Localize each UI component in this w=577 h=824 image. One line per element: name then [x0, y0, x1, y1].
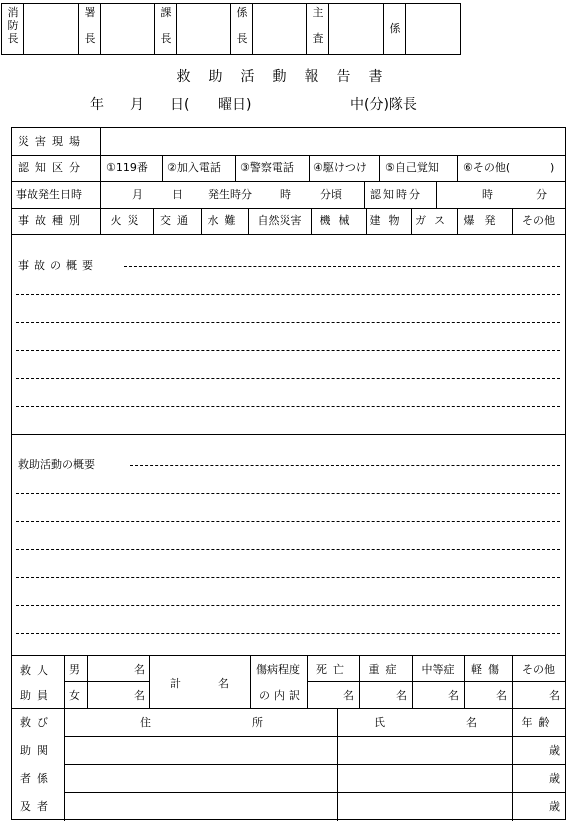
injury-severe: 重症 [368, 663, 403, 676]
date-weekday: 曜日) [218, 97, 252, 113]
types-label: 事故種別 [18, 214, 86, 227]
stamp-label-station-chief: 署 長 [84, 6, 96, 45]
type-building[interactable]: 建物 [369, 214, 408, 227]
date-month: 月 [130, 97, 144, 113]
recognition-option-other-close: ) [550, 161, 555, 174]
injury-minor-unit: 名 [496, 689, 507, 702]
total-unit: 名 [218, 677, 229, 690]
persons-label-2: 助関 [20, 744, 54, 757]
person-2-age-unit: 歳 [549, 772, 560, 785]
accident-summary-field[interactable] [12, 236, 565, 432]
stamp-box-section-chief[interactable] [177, 4, 231, 54]
injury-other-unit: 名 [549, 689, 560, 702]
occurrence-label: 事故発生日時 [16, 188, 82, 201]
recognition-option-rush[interactable]: ④駆けつけ [313, 161, 367, 174]
scene-label: 災害現場 [18, 135, 86, 148]
rescued-label-bottom: 助員 [20, 689, 54, 702]
stamp-label-cell [79, 4, 101, 54]
approval-stamp-table [1, 3, 461, 55]
persons-label-4: 及者 [20, 800, 54, 813]
recognition-hour: 時 [482, 188, 493, 201]
stamp-label-cell [2, 4, 24, 54]
report-title: 救助活動報告書 [176, 69, 401, 85]
injury-moderate: 中等症 [421, 663, 455, 676]
person-3-name[interactable] [339, 794, 510, 819]
age-header: 年齢 [521, 716, 556, 729]
stamp-label-section-chief: 課 長 [160, 6, 172, 45]
male-label: 男 [69, 663, 80, 676]
stamp-label-cell [155, 4, 177, 54]
stamp-label-staff: 係 [389, 22, 401, 35]
occurrence-month: 月 [132, 188, 143, 201]
address-header-1: 住 [140, 716, 151, 729]
recognition-option-119[interactable]: ①119番 [106, 161, 148, 174]
stamp-label-fire-chief: 消 防 長 [7, 6, 19, 45]
person-1-name[interactable] [339, 738, 510, 763]
recognition-option-police[interactable]: ③警察電話 [240, 161, 294, 174]
person-2-address[interactable] [66, 766, 335, 791]
date-year: 年 [90, 97, 104, 113]
person-3-address[interactable] [66, 794, 335, 819]
injury-death: 死亡 [316, 663, 350, 676]
name-header-2: 名 [466, 716, 477, 729]
female-unit: 名 [134, 689, 145, 702]
occurrence-minute: 分頃 [320, 188, 342, 201]
stamp-box-staff[interactable] [406, 4, 460, 54]
injury-moderate-unit: 名 [448, 689, 459, 702]
stamp-box-chief-inspector[interactable] [329, 4, 384, 54]
type-explosion[interactable]: 爆発 [463, 214, 506, 227]
address-header-2: 所 [252, 716, 263, 729]
date-day: 日( [170, 97, 190, 113]
stamp-label-chief-inspector: 主 査 [312, 6, 324, 45]
recognition-time-label: 認知時分 [370, 188, 422, 201]
total-label: 計 [170, 677, 181, 690]
type-gas[interactable]: ガス [415, 214, 453, 227]
person-1-age-unit: 歳 [549, 744, 560, 757]
report-form [11, 127, 566, 820]
injury-death-unit: 名 [343, 689, 354, 702]
stamp-label-unit-chief: 係 長 [236, 6, 248, 45]
female-label: 女 [69, 689, 80, 702]
persons-label-3: 者係 [20, 772, 54, 785]
recognition-minute: 分 [536, 188, 547, 201]
injury-other: その他 [522, 663, 555, 676]
rescue-summary-label: 救助活動の概要 [18, 458, 95, 471]
rescue-summary-field[interactable] [12, 436, 565, 653]
name-header-1: 氏 [374, 716, 385, 729]
stamp-box-unit-chief[interactable] [253, 4, 307, 54]
rescued-label-top: 救人 [20, 664, 54, 677]
stamp-label-cell [384, 4, 406, 54]
injury-label-bottom: の内訳 [259, 689, 304, 702]
injury-severe-unit: 名 [396, 689, 407, 702]
occurrence-time-label: 発生時分 [208, 188, 252, 201]
type-natural-disaster[interactable]: 自然災害 [257, 214, 302, 227]
recognition-option-landline[interactable]: ②加入電話 [167, 161, 221, 174]
type-machine[interactable]: 機械 [319, 214, 358, 227]
type-fire[interactable]: 火災 [110, 214, 145, 227]
stamp-label-cell [307, 4, 329, 54]
person-3-age-unit: 歳 [549, 800, 560, 813]
occurrence-day: 日 [172, 188, 183, 201]
unit-leader: 中(分)隊長 [350, 97, 417, 113]
stamp-label-cell [231, 4, 253, 54]
recognition-label: 認知区分 [18, 161, 86, 174]
recognition-option-other[interactable]: ⑥その他( [463, 161, 511, 174]
stamp-box-station-chief[interactable] [101, 4, 155, 54]
type-other[interactable]: その他 [522, 214, 555, 227]
type-traffic[interactable]: 交通 [160, 214, 194, 227]
persons-label-1: 救び [20, 716, 54, 729]
injury-minor: 軽傷 [471, 663, 505, 676]
accident-summary-label: 事故の概要 [18, 259, 98, 272]
type-water[interactable]: 水難 [207, 214, 242, 227]
male-unit: 名 [134, 663, 145, 676]
injury-label-top: 傷病程度 [256, 663, 300, 676]
person-1-address[interactable] [66, 738, 335, 763]
person-2-name[interactable] [339, 766, 510, 791]
recognition-option-self[interactable]: ⑤自己覚知 [385, 161, 439, 174]
scene-field[interactable] [102, 130, 562, 153]
occurrence-hour: 時 [280, 188, 291, 201]
stamp-box-fire-chief[interactable] [24, 4, 79, 54]
